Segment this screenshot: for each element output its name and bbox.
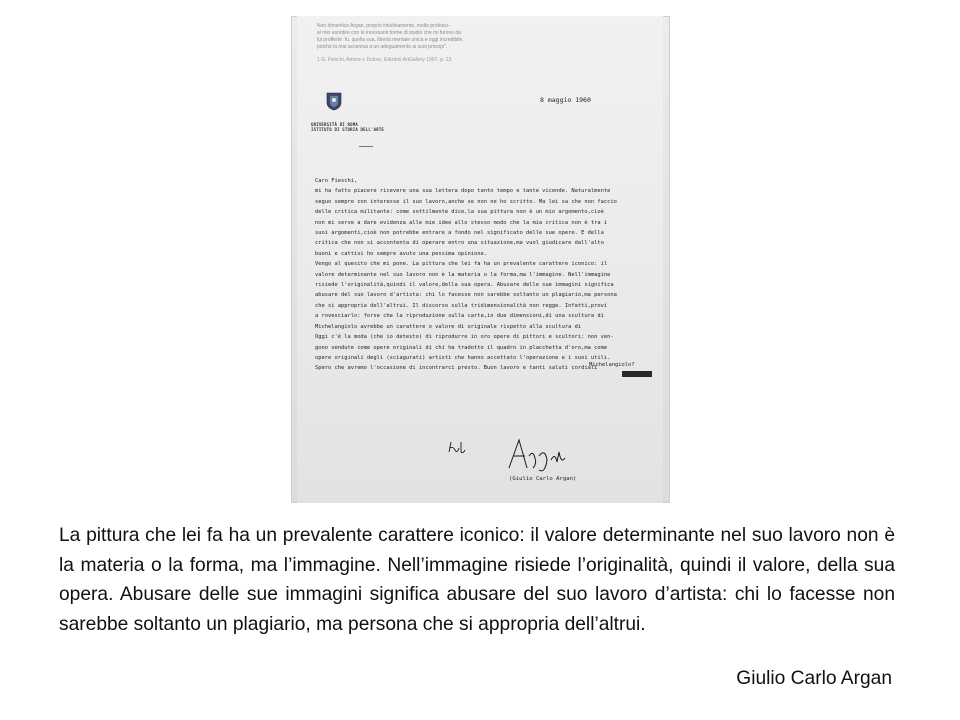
letter-line: valore determinante nel suo lavoro non è la materia o la forma,ma l'immagine. Nell'immagine (315, 271, 611, 278)
epigraph-citation: 1 G. Fieschi, Amore e Dolore, Edizioni ArtGallery 1997, p. 13 (317, 57, 452, 63)
institution-line: UNIVERSITÀ DI ROMA (311, 122, 358, 127)
letterhead-institution (311, 122, 384, 132)
letter-line: Oggi c'è la moda (che io detesto) di riprodurre in oro opere di pittori e scultori: non ven- (315, 334, 614, 341)
letter-line: gono vendute come opere originali di chi ha tradotto il quadro in placchetta d'oro,ma come (315, 344, 608, 351)
letter-line: che si appropria dell'altrui. Il discorso sulla tridimensionalità non regge. Infatti,provi (315, 302, 608, 309)
letter-line: seguo sempre con interesse il suo lavoro,anche se non ne ho scritto. Ma lei sa che non faccio (315, 198, 617, 205)
letter-epigraph (317, 23, 617, 64)
letter-body (315, 176, 661, 374)
letter-line: abusare del suo lavoro d'artista: chi lo facesse non sarebbe soltanto un plagiario,ma persona (315, 292, 617, 299)
letter-line: suoi argomenti,cioè non potrebbe entrare a fondo nel significato delle sue opere. E della (315, 230, 604, 237)
letter-line: Caro Fieschi, (315, 178, 358, 184)
handwritten-signature (447, 434, 567, 474)
letter-photo (291, 16, 670, 503)
epigraph-line: lui profferte: fu, quella sua, libertà mentale unica e oggi incredibile, (317, 37, 464, 43)
quote-text: La pittura che lei fa ha un prevalente carattere iconico: il valore determinante nel suo lavoro non è la materia o la forma, ma l’immagine. Nell’immagine risiede l’originalità, quindi il valore, della sua opera. Abusare delle sue immagini significa abusare del suo lavoro d’artista: chi lo facesse non sarebbe soltanto un plagiario, ma persona che si appropria dell’altrui. (59, 525, 895, 635)
letter-line: Vengo al quesito che mi pone. La pittura che lei fa ha un prevalente carattere iconico: il (315, 261, 608, 268)
epigraph-line: poiché la mai accennai a un adeguamento ai suoi principi". (317, 44, 448, 50)
letter-line: critica che non si accontenta di operare entro una situazione,ma vuol giudicare dall'alto (315, 240, 604, 247)
letterhead-rule (359, 146, 373, 147)
letter-line: buoni e cattivi ho sempre avuto una pessima opinione. (315, 250, 488, 257)
letter-line: mi ha fatto piacere ricevere una sua lettera dopo tanto tempo e tante vicende. Naturalmente (315, 188, 611, 195)
letter-date: 8 maggio 1960 (540, 96, 591, 104)
typed-signature-name: (Giulio Carlo Argan) (509, 476, 577, 482)
letter-line: Michelangiolo avrebbe un carattere o valore di originale rispetto alla scultura di (315, 323, 582, 330)
university-seal-icon (325, 91, 343, 111)
letter-line: delle critica militante: come sottilmente dice,la sua pittura non è un mio argomento,cioè (315, 209, 604, 216)
letter-line: risiede l'originalità,quindi il valore,della sua opera. Abusare delle sue immagini significa (315, 282, 614, 289)
letter-line: non mi serve a dare evidenza alle mie idee allo stesso modo che la mia critica non è tra i (315, 219, 608, 226)
letter-line: Spero che avremo l'occasione di incontrarci presto. Buon lavoro e tanti saluti cordiali (315, 365, 598, 372)
epigraph-line: Non dimentico Argan, proprio intuitivamente, molto professi- (317, 23, 450, 29)
letter-annotation: Michelangiolo? (589, 362, 635, 368)
letter-line: a rovesciarlo: forse che la riproduzione sulla carta,in due dimensioni,di una scultura di (315, 313, 604, 320)
letter-paper (297, 16, 663, 503)
letter-line: opere originali degli (sciagurati) artisti che hanno accettato l'operazione e i suoi utili. (315, 354, 611, 361)
quote-author: Giulio Carlo Argan (736, 668, 892, 689)
letter-redaction (622, 371, 652, 377)
epigraph-line: al mio esordire con le incessanti forme di studio che mi furono da (317, 30, 461, 36)
institution-line: ISTITUTO DI STORIA DELL'ARTE (311, 127, 385, 132)
